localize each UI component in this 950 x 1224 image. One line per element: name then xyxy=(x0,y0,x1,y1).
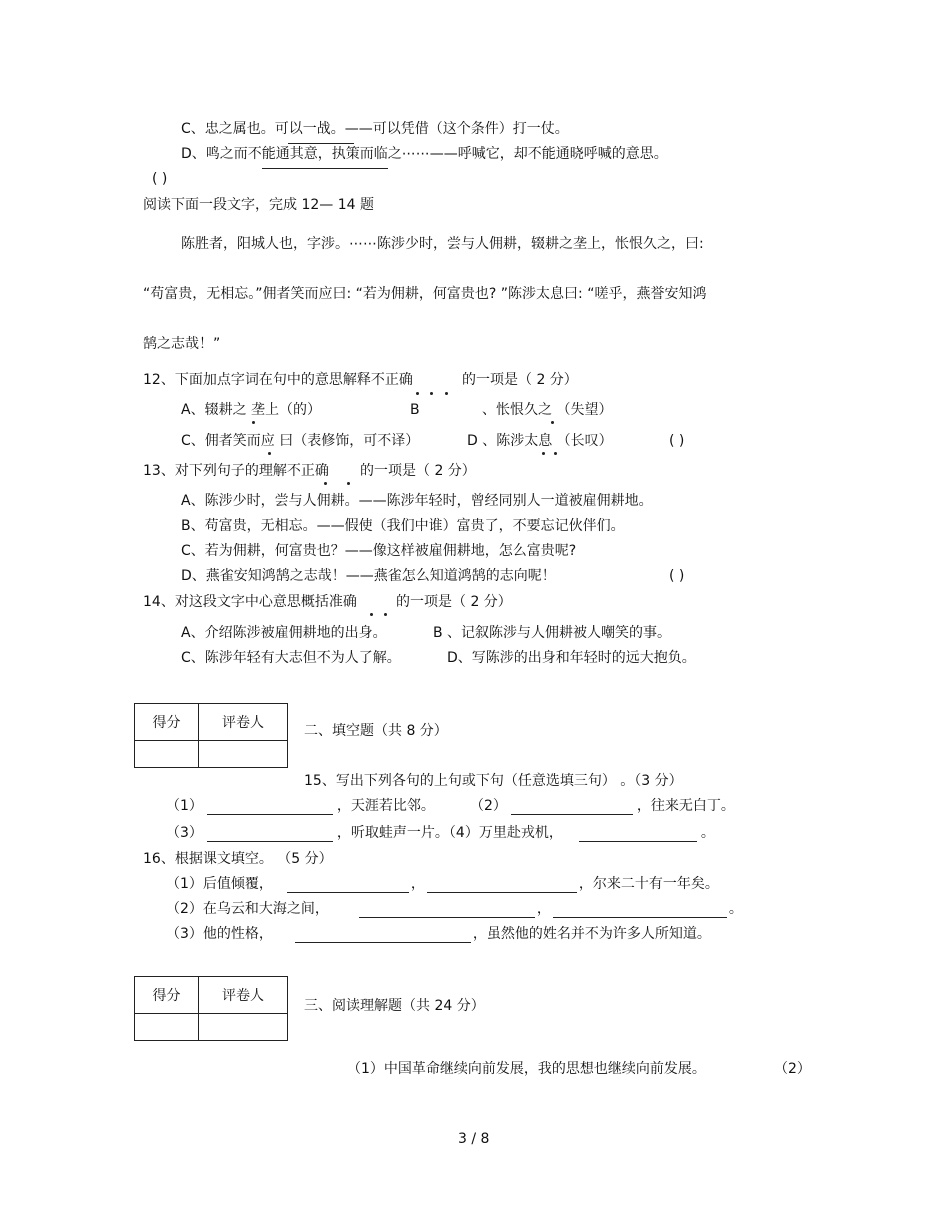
reading-instruction: 阅读下面一段文字，完成 12— 14 题 xyxy=(143,197,374,213)
q12-answer-paren: ( ) xyxy=(669,433,685,449)
q16-blank-5[interactable] xyxy=(295,928,471,943)
score-table-section-2 xyxy=(134,703,288,768)
q13-stem: 13、对下列句子的理解不正确 xyxy=(143,463,329,479)
passage-line-2: “苟富贵，无相忘。”佣者笑而应曰: “若为佣耕，何富贵也? ”陈涉太息曰: “嗟乎，燕誉安知鸿 xyxy=(143,286,707,302)
q15-item-3 xyxy=(166,824,715,842)
q12-stem xyxy=(143,371,413,389)
score-header: 得分 xyxy=(135,977,199,1014)
emphasis-dot xyxy=(370,613,373,616)
q16-item-2-text-c: 。 xyxy=(728,901,743,917)
page-number: 3 / 8 xyxy=(458,1131,490,1147)
emphasis-dot xyxy=(554,452,557,455)
score-cell xyxy=(135,1014,199,1041)
q16-blank-1[interactable] xyxy=(287,878,409,893)
q16-item-3 xyxy=(166,925,711,943)
score-table-section-3 xyxy=(134,976,288,1041)
q14-option-c: C、陈涉年轻有大志但不为人了解。 xyxy=(181,650,401,666)
emphasis-dot xyxy=(430,392,433,395)
emphasis-dot xyxy=(268,452,271,455)
q13-option-d: D、燕雀安知鸿鹄之志哉！——燕雀怎么知道鸿鹄的志向呢！ xyxy=(181,568,556,584)
passage-line-1: 陈胜者，阳城人也，字涉。⋯⋯陈涉少时，尝与人佣耕，辍耕之垄上，怅恨久之，曰: xyxy=(181,236,704,252)
grader-header: 评卷人 xyxy=(199,704,288,741)
emphasis-dot xyxy=(551,421,554,424)
q16-stem: 16、根据课文填空。 （5 分） xyxy=(143,851,333,867)
q15-item-1 xyxy=(166,797,435,815)
emphasis-dot xyxy=(542,452,545,455)
q15-item-2 xyxy=(470,797,735,815)
q16-item-1-text-a: （1）后值倾覆， xyxy=(166,876,273,892)
section-3-title: 三、阅读理解题（共 24 分） xyxy=(304,998,485,1014)
score-cell xyxy=(135,741,199,768)
q14-stem: 14、对这段文字中心意思概括准确 xyxy=(143,594,357,610)
q13-stem-end: 的一项是（ 2 分） xyxy=(360,463,476,479)
q16-blank-3[interactable] xyxy=(359,903,535,918)
q12-option-c: C、佣者笑而应 曰（表修饰，可不译） xyxy=(181,433,420,449)
q11-underline-c xyxy=(288,143,354,144)
q13-option-b: B、苟富贵，无相忘。——假使（我们中谁）富贵了，不要忘记伙伴们。 xyxy=(181,518,625,534)
q16-item-1 xyxy=(166,875,719,893)
q11-option-c: C、忠之属也。可以一战。——可以凭借（这个条件）打一仗。 xyxy=(181,121,569,137)
q11-option-d: D、鸣之而不能通其意，执策而临之⋯⋯——呼喊它，却不能通晓呼喊的意思。 xyxy=(181,146,668,162)
q15-item-2-text: ，往来无白丁。 xyxy=(636,798,735,814)
emphasis-dot xyxy=(445,392,448,395)
emphasis-dot xyxy=(324,482,327,485)
q15-item-1-text: ，天涯若比邻。 xyxy=(336,798,435,814)
q16-item-2-text-b: ， xyxy=(536,901,551,917)
q16-item-2-text-a: （2）在乌云和大海之间， xyxy=(166,901,329,917)
q12-stem-end: 的一项是（ 2 分） xyxy=(462,372,578,388)
q13-option-c: C、若为佣耕，何富贵也？——像这样被雇佣耕地，怎么富贵呢? xyxy=(181,543,577,559)
q13-answer-paren: ( ) xyxy=(669,568,685,584)
q11-underline-d xyxy=(262,168,388,169)
emphasis-dot xyxy=(347,482,350,485)
q16-blank-2[interactable] xyxy=(427,878,577,893)
q16-item-3-text-b: ，虽然他的姓名并不为许多人所知道。 xyxy=(472,926,711,942)
emphasis-dot xyxy=(416,392,419,395)
q12-option-b-letter: B xyxy=(410,402,420,418)
grader-header: 评卷人 xyxy=(199,977,288,1014)
q15-item-1-label: （1） xyxy=(166,798,203,814)
q15-item-3-text: ，听取蛙声一片。（4）万里赴戎机， xyxy=(336,825,563,841)
q12-option-d: D 、陈涉太息 （长叹） xyxy=(467,433,613,449)
q14-stem-end: 的一项是（ 2 分） xyxy=(396,594,512,610)
score-header: 得分 xyxy=(135,704,199,741)
grader-cell xyxy=(199,741,288,768)
q16-item-2 xyxy=(166,900,743,918)
q15-stem: 15、写出下列各句的上句或下句（任意选填三句） 。（3 分） xyxy=(304,773,683,789)
q15-item-2-label: （2） xyxy=(470,798,507,814)
q12-stem-text: 12、下面加点字词在句中的意思解释不正确 xyxy=(143,372,413,388)
q16-blank-4[interactable] xyxy=(553,903,727,918)
q13-option-a: A、陈涉少时，尝与人佣耕。——陈涉年轻时，曾经同别人一道被雇佣耕地。 xyxy=(181,493,653,509)
q14-option-b: B 、记叙陈涉与人佣耕被人嘲笑的事。 xyxy=(433,625,672,641)
q16-item-1-text-c: ，尔来二十有一年矣。 xyxy=(578,876,719,892)
section-2-title: 二、填空题（共 8 分） xyxy=(304,723,448,739)
q12-option-b: 、怅恨久之 （失望） xyxy=(482,402,613,418)
q15-blank-4[interactable] xyxy=(579,827,697,842)
q16-item-1-text-b: ， xyxy=(410,876,425,892)
q15-blank-2[interactable] xyxy=(511,800,633,815)
section-3-line-tail: （2） xyxy=(774,1061,811,1077)
q12-option-a: A、辍耕之 垄上（的） xyxy=(181,402,322,418)
q14-option-a: A、介绍陈涉被雇佣耕地的出身。 xyxy=(181,625,387,641)
grader-cell xyxy=(199,1014,288,1041)
q15-end: 。 xyxy=(700,825,715,841)
q15-blank-1[interactable] xyxy=(207,800,333,815)
emphasis-dot xyxy=(252,421,255,424)
emphasis-dot xyxy=(384,613,387,616)
q15-item-3-label: （3） xyxy=(166,825,203,841)
passage-line-3: 鹄之志哉！” xyxy=(143,336,221,352)
q15-blank-3[interactable] xyxy=(207,827,333,842)
q11-answer-paren: ( ) xyxy=(152,171,168,187)
q14-option-d: D、写陈涉的出身和年轻时的远大抱负。 xyxy=(447,650,696,666)
q16-item-3-text-a: （3）他的性格， xyxy=(166,926,273,942)
section-3-line: （1）中国革命继续向前发展，我的思想也继续向前发展。 xyxy=(347,1061,706,1077)
